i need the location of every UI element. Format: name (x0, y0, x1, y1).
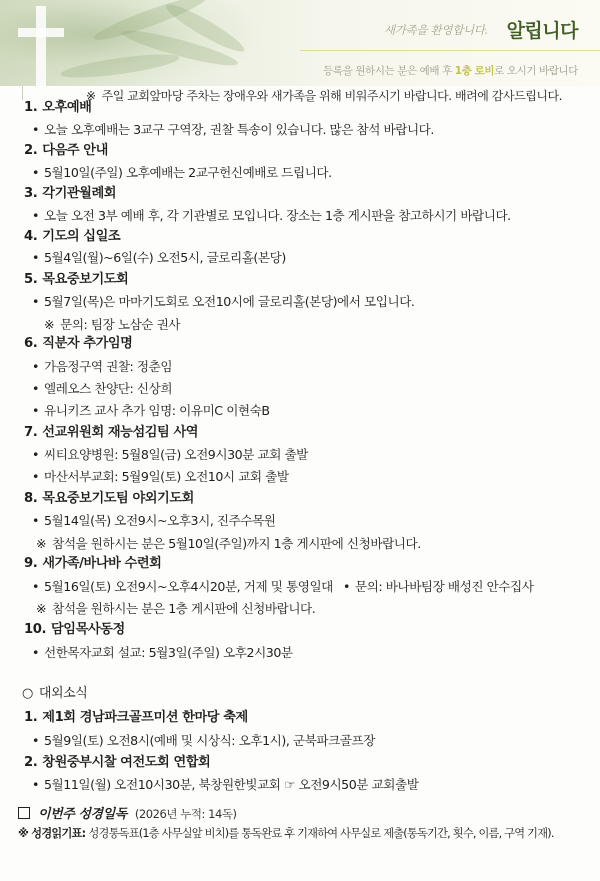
list-item: • 씨티요양병원: 5월8일(금) 오전9시30분 교회 출발 (32, 446, 308, 464)
section-heading: 6. 직분자 추가임명 (24, 336, 133, 351)
bible-reading-note: ※ 성경읽기표: 성경통독표(1층 사무실앞 비치)를 통독완료 후 기재하여 사무실로 제출(통독기간, 횟수, 이름, 구역 기재). (18, 827, 554, 840)
list-item: • 유니키즈 교사 추가 임명: 이유미C 이현숙B (32, 402, 270, 420)
cross-icon-bar (18, 28, 64, 37)
divider (300, 50, 600, 51)
parking-note: ※ 주일 교회앞마당 주차는 장애우와 새가족을 위해 비워주시기 바랍니다. 배려에 감사드립니다. (86, 89, 563, 103)
note: ※ 참석을 원하시는 분은 5월10일(주일)까지 1층 게시판에 신청바랍니다. (36, 536, 421, 551)
section-heading: 3. 각기관월례회 (24, 186, 117, 201)
cross-icon (36, 6, 46, 86)
page-title: 알립니다 (506, 20, 578, 42)
list-item: • 엘레오스 찬양단: 신상희 (32, 380, 172, 398)
list-item: • 마산서부교회: 5월9일(토) 오전10시 교회 출발 (32, 468, 289, 486)
list-item: • 오늘 오전 3부 예배 후, 각 기관별로 모입니다. 장소는 1층 게시판을 참고하시기 바랍니다. (32, 207, 511, 225)
section-heading: 1. 제1회 경남파크골프미션 한마당 축제 (24, 710, 248, 725)
note: ※ 문의: 팀장 노삼순 권사 (44, 317, 181, 332)
section-heading: 5. 목요중보기도회 (24, 272, 129, 287)
list-item: • 5월11일(월) 오전10시30분, 북창원한빛교회 ☞ 오전9시50분 교회출발 (32, 776, 418, 794)
checkbox-icon (18, 807, 30, 819)
section-heading: 2. 다음주 안내 (24, 143, 108, 158)
note: ※ 참석을 원하시는 분은 1층 게시판에 신청바랍니다. (36, 601, 316, 616)
bible-reading-title: 이번주 성경일독 (2026년 누적: 14독) (18, 805, 237, 824)
section-heading: 9. 새가족/바나바 수련회 (24, 556, 162, 571)
section-heading: 10. 담임목사동정 (24, 622, 125, 637)
section-heading: 2. 창원중부시찰 여전도회 연합회 (24, 755, 211, 770)
list-item: • 5월7일(목)은 마마기도회로 오전10시에 글로리홀(본당)에서 모입니다. (32, 293, 414, 311)
section-heading: 8. 목요중보기도팀 야외기도회 (24, 491, 194, 506)
list-item: • 5월9일(토) 오전8시(예배 및 시상식: 오후1시), 군북파크골프장 (32, 732, 375, 750)
list-item: • 5월14일(목) 오전9시~오후3시, 진주수목원 (32, 512, 276, 530)
list-item: • 5월10일(주일) 오후예배는 2교구헌신예배로 드립니다. (32, 164, 332, 182)
list-item: • 오늘 오후예배는 3교구 구역장, 권찰 특송이 있습니다. 많은 참석 바랍니다. (32, 121, 434, 139)
register-info: 등록을 원하시는 분은 예배 후 1층 로비로 오시기 바랍니다 (323, 65, 578, 77)
welcome-text: 새가족을 환영합니다. (384, 23, 488, 37)
external-news-heading: ○ 대외소식 (22, 686, 88, 701)
list-item: • 선한목자교회 설교: 5월3일(주일) 오후2시30분 (32, 644, 293, 662)
section-heading: 7. 선교위원회 재능섬김팀 사역 (24, 425, 199, 440)
list-item: • 5월4일(월)~6일(수) 오전5시, 글로리홀(본당) (32, 249, 286, 267)
list-item: • 5월16일(토) 오전9시~오후4시20분, 거제 및 통영일대 (32, 578, 333, 596)
divider (22, 86, 23, 100)
header-banner (0, 0, 600, 86)
section-heading: 4. 기도의 십일조 (24, 229, 121, 244)
list-item: • 가음정구역 권찰: 정춘임 (32, 358, 172, 376)
contact-info: • 문의: 바나바팀장 배성진 안수집사 (343, 578, 533, 596)
section-heading: 1. 오후예배 (24, 100, 92, 115)
